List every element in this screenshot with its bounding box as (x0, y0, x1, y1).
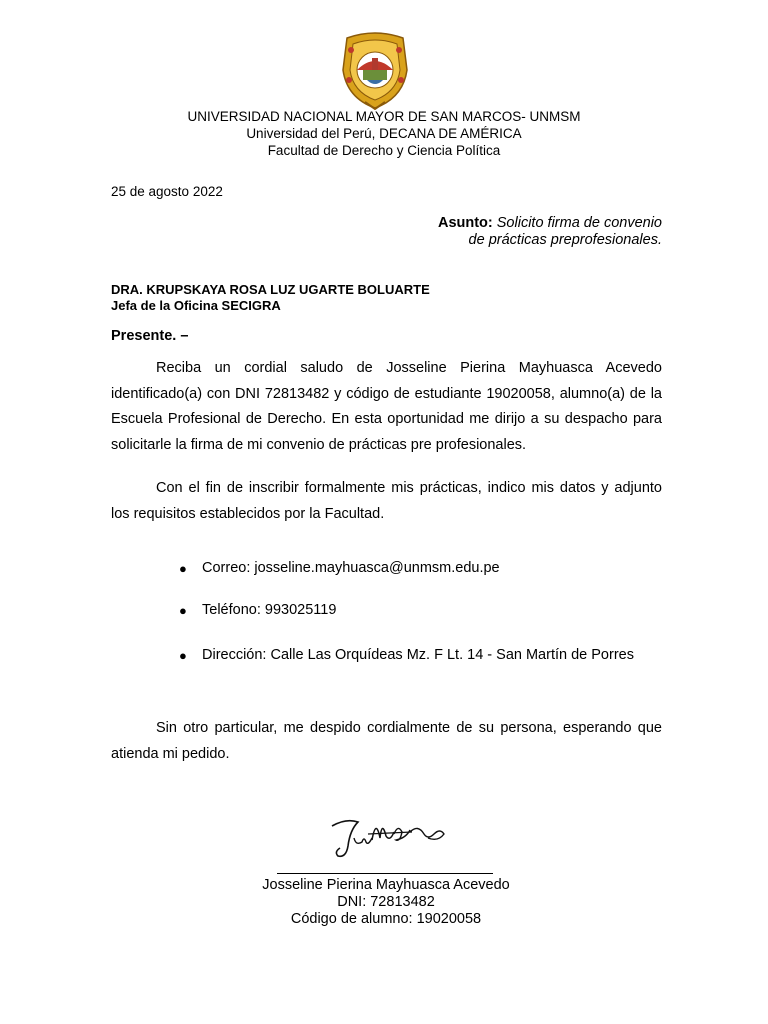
letter-date: 25 de agosto 2022 (111, 184, 223, 199)
subject-block (438, 215, 662, 249)
signer-student-code: Código de alumno: 19020058 (290, 911, 482, 927)
paragraph-1-text: Reciba un cordial saludo de Josseline Pierina Mayhuasca Acevedo identificado(a) con DNI 72813482 y código de estudiante 19020058, alumno(a) de la Escuela Profesional de Derecho. En esta oportunidad me dirijo a su despacho para solicitarle la firma de mi convenio de prácticas pre profesionales. (111, 360, 662, 453)
list-item (111, 595, 753, 626)
signature-line (277, 873, 493, 874)
recipient-title: Jefa de la Oficina SECIGRA (111, 298, 281, 313)
signer-name: Josseline Pierina Mayhuasca Acevedo (262, 877, 510, 893)
faculty-name: Facultad de Derecho y Ciencia Política (267, 143, 501, 158)
signature-block (0, 877, 768, 928)
university-name: UNIVERSIDAD NACIONAL MAYOR DE SAN MARCOS- UNMSM (187, 109, 581, 124)
handwritten-signature (328, 812, 446, 864)
bullet-icon: ● (179, 648, 187, 663)
phone-item: Teléfono: 993025119 (202, 602, 337, 618)
bullet-icon: ● (179, 603, 187, 618)
body-paragraph-3 (111, 716, 662, 767)
list-item (111, 640, 753, 671)
email-item: Correo: josseline.mayhuasca@unmsm.edu.pe (202, 560, 500, 576)
recipient-block (111, 282, 430, 314)
university-seal-icon (337, 30, 413, 110)
body-paragraph-1 (111, 356, 662, 458)
greeting: Presente. – (111, 328, 189, 344)
body-paragraph-2 (111, 476, 662, 527)
paragraph-2-text: Con el fin de inscribir formalmente mis prácticas, indico mis datos y adjunto los requisitos establecidos por la Facultad. (111, 480, 662, 522)
subject-label: Asunto: (437, 215, 493, 231)
subject-text-line1: Solicito firma de convenio (496, 215, 662, 231)
subject-text-line2: de prácticas preprofesionales. (468, 232, 662, 248)
address-item: Dirección: Calle Las Orquídeas Mz. F Lt. 14 - San Martín de Porres (202, 647, 634, 663)
list-item (111, 553, 753, 584)
letterhead (0, 108, 768, 159)
bullet-icon: ● (179, 561, 187, 576)
university-motto: Universidad del Perú, DECANA DE AMÉRICA (246, 126, 522, 141)
recipient-name: DRA. KRUPSKAYA ROSA LUZ UGARTE BOLUARTE (111, 282, 430, 297)
paragraph-3-text: Sin otro particular, me despido cordialmente de su persona, esperando que atienda mi pedido. (111, 720, 662, 762)
signer-dni: DNI: 72813482 (337, 894, 435, 910)
